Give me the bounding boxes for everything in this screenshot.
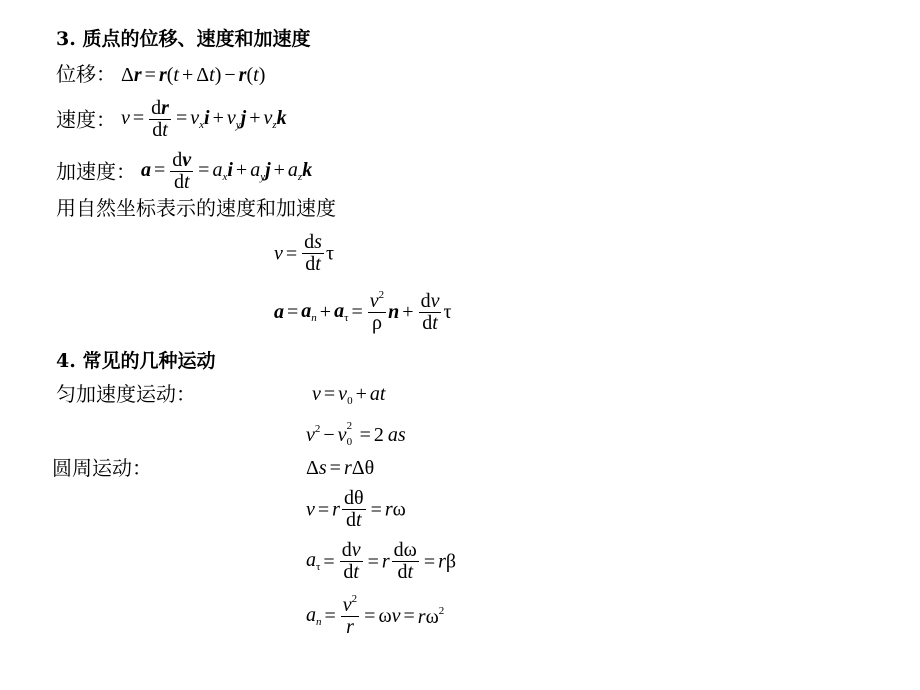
n-unit-vector: n — [388, 301, 400, 323]
v-symbol: v — [338, 383, 348, 405]
v-symbol: v — [263, 107, 273, 130]
paren: ( — [166, 64, 174, 86]
v-symbol: v — [369, 290, 379, 312]
equals-sign: = — [423, 550, 436, 573]
v-symbol: v — [351, 539, 361, 561]
a-symbol: a — [212, 159, 223, 182]
v2-r-fraction — [341, 594, 359, 638]
plus-sign: + — [402, 301, 414, 323]
beta-symbol: β — [445, 550, 457, 573]
equals-sign: = — [323, 550, 335, 573]
natural-coordinates-text: 用自然坐标表示的速度和加速度 — [56, 196, 336, 220]
delta-symbol: Δ — [351, 457, 365, 479]
tau-symbol: τ — [443, 301, 452, 323]
equals-sign: = — [329, 457, 341, 479]
plus-sign: + — [355, 383, 367, 405]
squared: 2 — [314, 423, 321, 435]
v-symbol: v — [430, 289, 440, 312]
equals-sign: = — [175, 107, 188, 130]
r-vector: r — [161, 97, 169, 119]
equals-sign: = — [287, 301, 299, 323]
section-3-title: 3. 质点的位移、速度和加速度 — [56, 28, 311, 50]
rho-symbol: ρ — [371, 312, 382, 334]
dv-dt-fraction — [419, 291, 442, 334]
arc-length-equation — [306, 458, 374, 478]
squared: 2 — [346, 420, 353, 432]
delta-symbol: Δ — [121, 64, 134, 86]
t-symbol: t — [407, 561, 414, 583]
equals-sign: = — [285, 242, 298, 265]
two: 2 — [373, 424, 384, 446]
delta-symbol: Δ — [306, 457, 319, 479]
a-vector: a — [334, 299, 345, 322]
a-symbol: a — [369, 383, 380, 405]
tangential-velocity-equation — [274, 232, 334, 275]
a-symbol: a — [250, 159, 261, 182]
z-subscript: z — [272, 119, 277, 132]
theta-symbol: θ — [364, 457, 375, 479]
equals-sign: = — [324, 605, 336, 627]
tau-subscript: τ — [344, 311, 349, 324]
squared: 2 — [438, 604, 445, 617]
d-symbol: d — [304, 231, 315, 253]
v-symbol: v — [306, 498, 315, 521]
circular-motion-label: 圆周运动： — [52, 456, 152, 480]
d-symbol: d — [397, 561, 408, 583]
angular-velocity-equation — [306, 488, 406, 531]
natural-acceleration-equation — [274, 290, 452, 334]
dtheta-dt-fraction — [342, 488, 366, 531]
acceleration-label: 加速度： — [56, 159, 136, 184]
minus-sign: − — [323, 424, 335, 446]
velocity-equation — [56, 98, 287, 141]
acceleration-equation — [56, 150, 312, 193]
v-symbol: v — [312, 383, 321, 405]
squared: 2 — [378, 289, 385, 301]
v2-rho-fraction — [368, 290, 386, 334]
d-symbol: d — [173, 171, 184, 193]
paren: ( — [246, 64, 254, 86]
dr-dt-fraction — [149, 98, 171, 141]
omega-symbol: ω — [425, 605, 439, 628]
uniform-v-squared-equation — [306, 420, 406, 448]
equals-sign: = — [367, 550, 379, 573]
k-unit-vector: k — [276, 107, 287, 130]
a-vector: a — [301, 299, 312, 322]
v-symbol: v — [306, 424, 315, 446]
d-symbol: d — [343, 561, 354, 583]
d-symbol: d — [393, 539, 404, 561]
x-subscript: x — [222, 171, 228, 184]
j-unit-vector: j — [240, 107, 247, 130]
t-symbol: t — [183, 171, 190, 193]
d-symbol: d — [345, 509, 356, 531]
omega-symbol: ω — [378, 605, 392, 627]
domega-dt-fraction — [392, 540, 419, 583]
plus-sign: + — [235, 159, 248, 182]
r-vector: r — [158, 64, 167, 86]
equals-sign: = — [370, 498, 382, 521]
plus-sign: + — [212, 107, 224, 130]
v-vector: v — [182, 149, 192, 171]
r-symbol: r — [346, 616, 354, 638]
t-symbol: t — [355, 509, 362, 531]
dv-dt-fraction — [170, 150, 193, 193]
zero-subscript: 0 — [346, 436, 353, 448]
a-symbol: a — [306, 549, 316, 571]
d-symbol: d — [420, 289, 431, 312]
plus-sign: + — [181, 64, 194, 86]
i-unit-vector: i — [204, 107, 210, 130]
v-symbol: v — [274, 242, 283, 265]
displacement-label: 位移： — [56, 62, 116, 86]
t-symbol: t — [379, 383, 386, 405]
paren: ) — [214, 64, 222, 86]
a-vector: a — [274, 301, 284, 323]
s-symbol: s — [314, 231, 322, 253]
plus-sign: + — [319, 301, 332, 323]
t-symbol: t — [432, 311, 438, 334]
a-symbol: a — [306, 603, 316, 626]
x-subscript: x — [199, 119, 205, 132]
r-symbol: r — [381, 550, 390, 573]
t-symbol: t — [353, 561, 359, 583]
r-symbol: r — [343, 457, 352, 479]
omega-symbol: ω — [403, 539, 417, 561]
normal-acceleration-equation — [306, 594, 444, 638]
r-symbol: r — [438, 550, 446, 573]
a-vector: a — [141, 159, 151, 182]
omega-symbol: ω — [392, 498, 406, 521]
z-subscript: z — [297, 171, 303, 184]
v-symbol: v — [342, 594, 352, 616]
d-symbol: d — [151, 97, 162, 119]
s-symbol: s — [397, 424, 406, 446]
equals-sign: = — [132, 107, 145, 130]
displacement-equation — [56, 64, 265, 85]
v-symbol: v — [226, 107, 236, 130]
uniform-acceleration-label: 匀加速度运动： — [56, 382, 196, 406]
paren: ) — [258, 64, 266, 86]
r-symbol: r — [332, 498, 340, 521]
t-symbol: t — [315, 253, 321, 275]
t-symbol: t — [253, 64, 259, 86]
r-symbol: r — [384, 498, 393, 521]
squared: 2 — [351, 593, 358, 605]
minus-sign: − — [224, 64, 236, 86]
s-symbol: s — [318, 457, 327, 479]
v-symbol: v — [190, 107, 200, 130]
delta-symbol: Δ — [196, 64, 210, 86]
a-symbol: a — [387, 424, 398, 446]
equals-sign: = — [351, 301, 363, 323]
equals-sign: = — [317, 498, 330, 521]
dv-dt-fraction — [340, 540, 363, 583]
n-subscript: n — [311, 311, 317, 324]
tau-symbol: τ — [325, 242, 335, 265]
a-symbol: a — [287, 159, 298, 182]
ds-dt-fraction — [302, 232, 324, 275]
t-symbol: t — [173, 64, 179, 86]
t-symbol: t — [209, 64, 215, 86]
equals-sign: = — [144, 64, 156, 86]
d-symbol: d — [305, 253, 316, 275]
d-symbol: d — [343, 487, 354, 509]
equals-sign: = — [198, 159, 210, 182]
equals-sign: = — [403, 605, 415, 627]
section-4-title: 4. 常见的几种运动 — [56, 350, 216, 372]
theta-symbol: θ — [353, 487, 364, 509]
d-symbol: d — [422, 311, 433, 334]
i-unit-vector: i — [227, 159, 233, 182]
plus-sign: + — [273, 159, 285, 182]
r-vector: r — [133, 64, 142, 86]
plus-sign: + — [249, 107, 261, 130]
n-subscript: n — [316, 615, 322, 628]
y-subscript: y — [235, 119, 241, 132]
y-subscript: y — [260, 171, 266, 184]
zero-subscript: 0 — [347, 395, 353, 407]
t-symbol: t — [162, 119, 168, 141]
tau-subscript: τ — [316, 561, 321, 573]
equals-sign: = — [323, 383, 336, 405]
equals-sign: = — [154, 159, 166, 182]
k-unit-vector: k — [302, 159, 313, 182]
uniform-velocity-equation — [312, 384, 385, 407]
r-vector: r — [238, 64, 247, 86]
d-symbol: d — [152, 119, 163, 141]
velocity-label: 速度： — [56, 107, 116, 132]
tangential-acceleration-equation — [306, 540, 456, 583]
equals-sign: = — [364, 605, 376, 627]
r-symbol: r — [417, 605, 426, 628]
d-symbol: d — [172, 149, 183, 171]
v-symbol: v — [121, 107, 130, 130]
v-symbol: v — [391, 605, 401, 627]
v-symbol: v — [337, 424, 347, 446]
j-unit-vector: j — [265, 159, 271, 182]
equals-sign: = — [359, 424, 371, 446]
d-symbol: d — [341, 539, 352, 561]
